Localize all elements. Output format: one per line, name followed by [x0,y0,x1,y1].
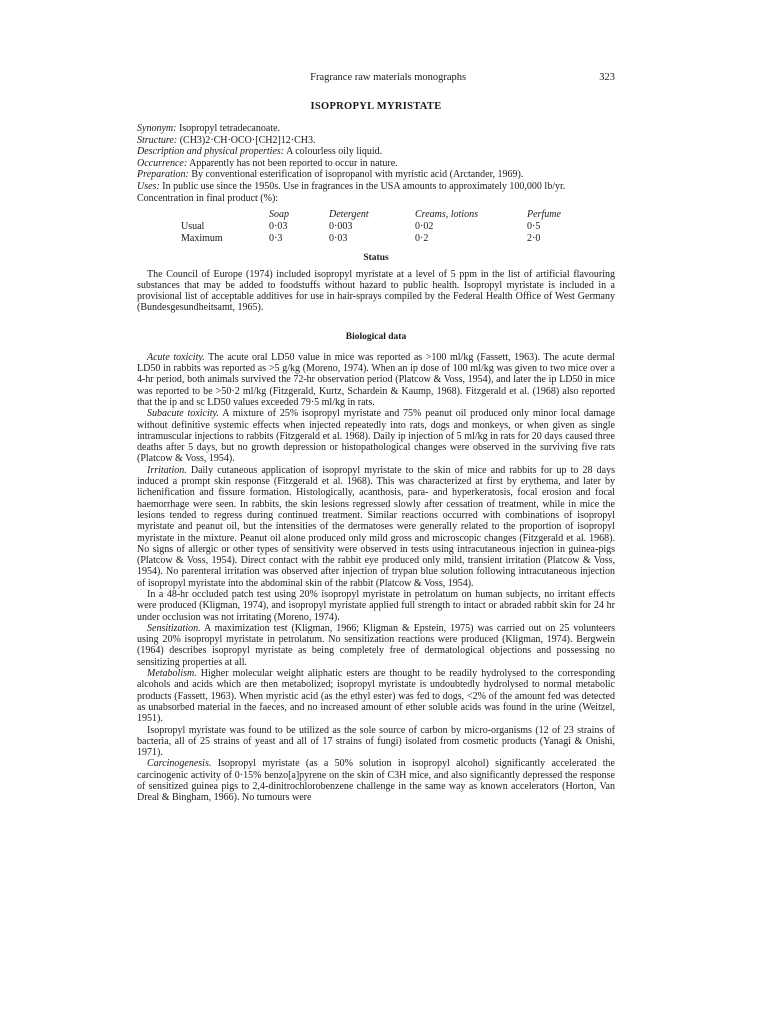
table-cell: Maximum [181,232,223,244]
meta-synonym: Synonym: Isopropyl tetradecanoate. [137,123,281,134]
bio-paragraph-acute-toxicity: Acute toxicity. The acute oral LD50 value in mice was reported as >100 ml/kg (Fassett, 1963). The acute dermal LD50 in rabbits was reported as >5 g/kg (Moreno, 1974). When an ip dose of 100 ml/kg was given to two mice over a 4-hr period, both animals survived the 72-hr observation period (Platcow & Voss, 1954), and later the ip LD50 in mice was reported to be >50·2 ml/kg (Fitzgerald, Kurtz, Schardein & Kaump, 1968). Fitzgerald et al. (1968) also reported that the ip and sc LD50 values exceeded 79·5 ml/kg in rats. [137,351,615,408]
bio-paragraph-sensitization: Sensitization. A maximization test (Kligman, 1966; Kligman & Epstein, 1975) was carried out on 25 volunteers using 20% isopropyl myristate in petrolatum. No sensitization reactions were produced (Kligman, 1974). Bergwein (1964) describes isopropyl myristate as being completely free of dermatological objections and possessing no sensitizing properties at all. [137,622,615,668]
document-page [137,70,615,804]
page-number: 323 [599,72,615,83]
table-cell: 0·03 [269,220,288,232]
meta-occurrence: Occurrence: Apparently has not been reported to occur in nature. [137,157,398,169]
status-section [137,269,615,314]
table-cell: 0·2 [415,232,429,244]
table-cell: Usual [181,220,205,232]
table-header-row [181,209,587,221]
biological-data-section [137,352,615,804]
status-paragraph: The Council of Europe (1974) included isopropyl myristate at a level of 5 ppm in the list of artificial flavouring substances that may be added to foodstuffs without hazard to public health. Isopropyl myristate is included in a provisional list of acceptable additives for use in hair-sprays compiled by the Federal Health Office of West Germany (Bundesgesundheitsamt, 1965). [137,268,615,314]
meta-structure: Structure: (CH3)2·CH·OCO·[CH2]12·CH3. [137,134,316,146]
table-cell: 0·03 [329,232,348,244]
bio-paragraph-subacute-toxicity: Subacute toxicity. A mixture of 25% isopropyl myristate and 75% peanut oil produced only minor local damage without definitive systemic effects when injected repeatedly into rats, dogs and monkeys, or when given as single intramuscular injections to rabbits (Fitzgerald et al. 1968). Daily ip injection of 5 ml/kg in rats for 20 days caused three deaths after 5 days, but no growth depression or histopathological changes were observed in the surviving five rats (Platcow & Voss, 1954). [137,408,615,465]
table-cell: 0·5 [527,220,541,232]
table-header-cell: Perfume [527,208,561,220]
table-cell: 0·003 [329,220,353,232]
running-title: Fragrance raw materials monographs [310,72,467,83]
bio-paragraph-microorganisms: Isopropyl myristate was found to be utilized as the sole source of carbon by micro-organisms (12 of 23 strains of bacteria, all of 25 strains of yeast and all of 17 strains of fungi) isolated from cosmetic products (Yanagi & Onishi, 1971). [137,724,615,759]
table-cell: 0·02 [415,220,434,232]
monograph-title: ISOPROPYL MYRISTATE [310,101,442,112]
table-header-cell: Detergent [329,208,369,220]
meta-preparation: Preparation: By conventional esterification of isopropanol with myristic acid (Arctander, 1969). [137,169,524,181]
table-row [181,233,587,245]
table-header-cell [181,209,269,221]
table-header-cell: Creams, lotions [415,208,478,220]
table-cell: 0·3 [269,232,283,244]
table-header-cell: Soap [269,208,289,220]
bio-paragraph-carcinogenesis: Carcinogenesis. Isopropyl myristate (as a 50% solution in isopropyl alcohol) significantly accelerated the carcinogenic activity of 0·15% benzo[a]pyrene on the skin of C3H mice, and also significantly depressed the response of sensitized guinea pigs to 2,4-dinitrochlorobenzene challenge in the same way as known accelerators (Horton, Van Dreal & Bingham, 1966). No tumours were [137,758,615,804]
biological-data-heading: Biological data [345,331,407,342]
monograph-meta [137,123,615,205]
page-header [137,70,615,86]
concentration-table [181,209,587,245]
meta-uses: Uses: In public use since the 1950s. Use in fragrances in the USA amounts to approximately 100,000 lb/yr. [137,180,566,192]
table-cell: 2·0 [527,232,541,244]
bio-paragraph-patch-test: In a 48-hr occluded patch test using 20% isopropyl myristate in petrolatum on human subjects, no irritant effects were produced (Kligman, 1974), and isopropyl myristate applied full strength to intact or abraded rabbit skin for 24 hr under occlusion was not irritating (Moreno, 1974). [137,588,615,623]
bio-paragraph-metabolism: Metabolism. Higher molecular weight aliphatic esters are thought to be readily hydrolysed to the corresponding alcohols and acids which are then metabolized; isopropyl myristate is undoubtedly hydrolysed to normal metabolic products (Fassett, 1963). When myristic acid (as the ethyl ester) was fed to dogs, <2% of the amount fed was detected as unabsorbed material in the faeces, and no increased amount of ether soluble acids was found in the urine (Weitzel, 1951). [137,668,615,725]
bio-paragraph-irritation: Irritation. Daily cutaneous application of isopropyl myristate to the skin of mice and rabbits for up to 28 days induced a prompt skin response (Fitzgerald et al. 1968). This was characterized at first by erythema, and later by lichenification and fissure formation. Histologically, acanthosis, para- and hyperkeratosis, focal erosion and focal haemorrhage were seen. In rabbits, the skin lesions regressed slowly after cessation of treatment, while in mice the lesions tended to regress during continued treatment. Similar reactions occurred with combinations of isopropyl myristate and peanut oil, but the intensities of the dermatoses were generally related to the proportion of isopropyl myristate in the mixture. Peanut oil alone produced only mild gross and microscopic changes (Fitzgerald et al. 1968). No signs of allergic or other types of sensitivity were observed in tests using intracutaneous injection in guinea-pigs (Platcow & Voss, 1954). Direct contact with the rabbit eye produced only mild, transient irritation (Platcow & Voss, 1954). No parenteral irritation was observed after injection of trypan blue solution following intracutaneous injection of isopropyl myristate into the abdominal skin of the rabbit (Platcow & Voss, 1954). [137,464,615,589]
meta-description: Description and physical properties: A colourless oily liquid. [137,146,383,158]
status-heading: Status [363,252,389,263]
table-row [181,221,587,233]
concentration-title: Concentration in final product (%): [137,192,279,204]
